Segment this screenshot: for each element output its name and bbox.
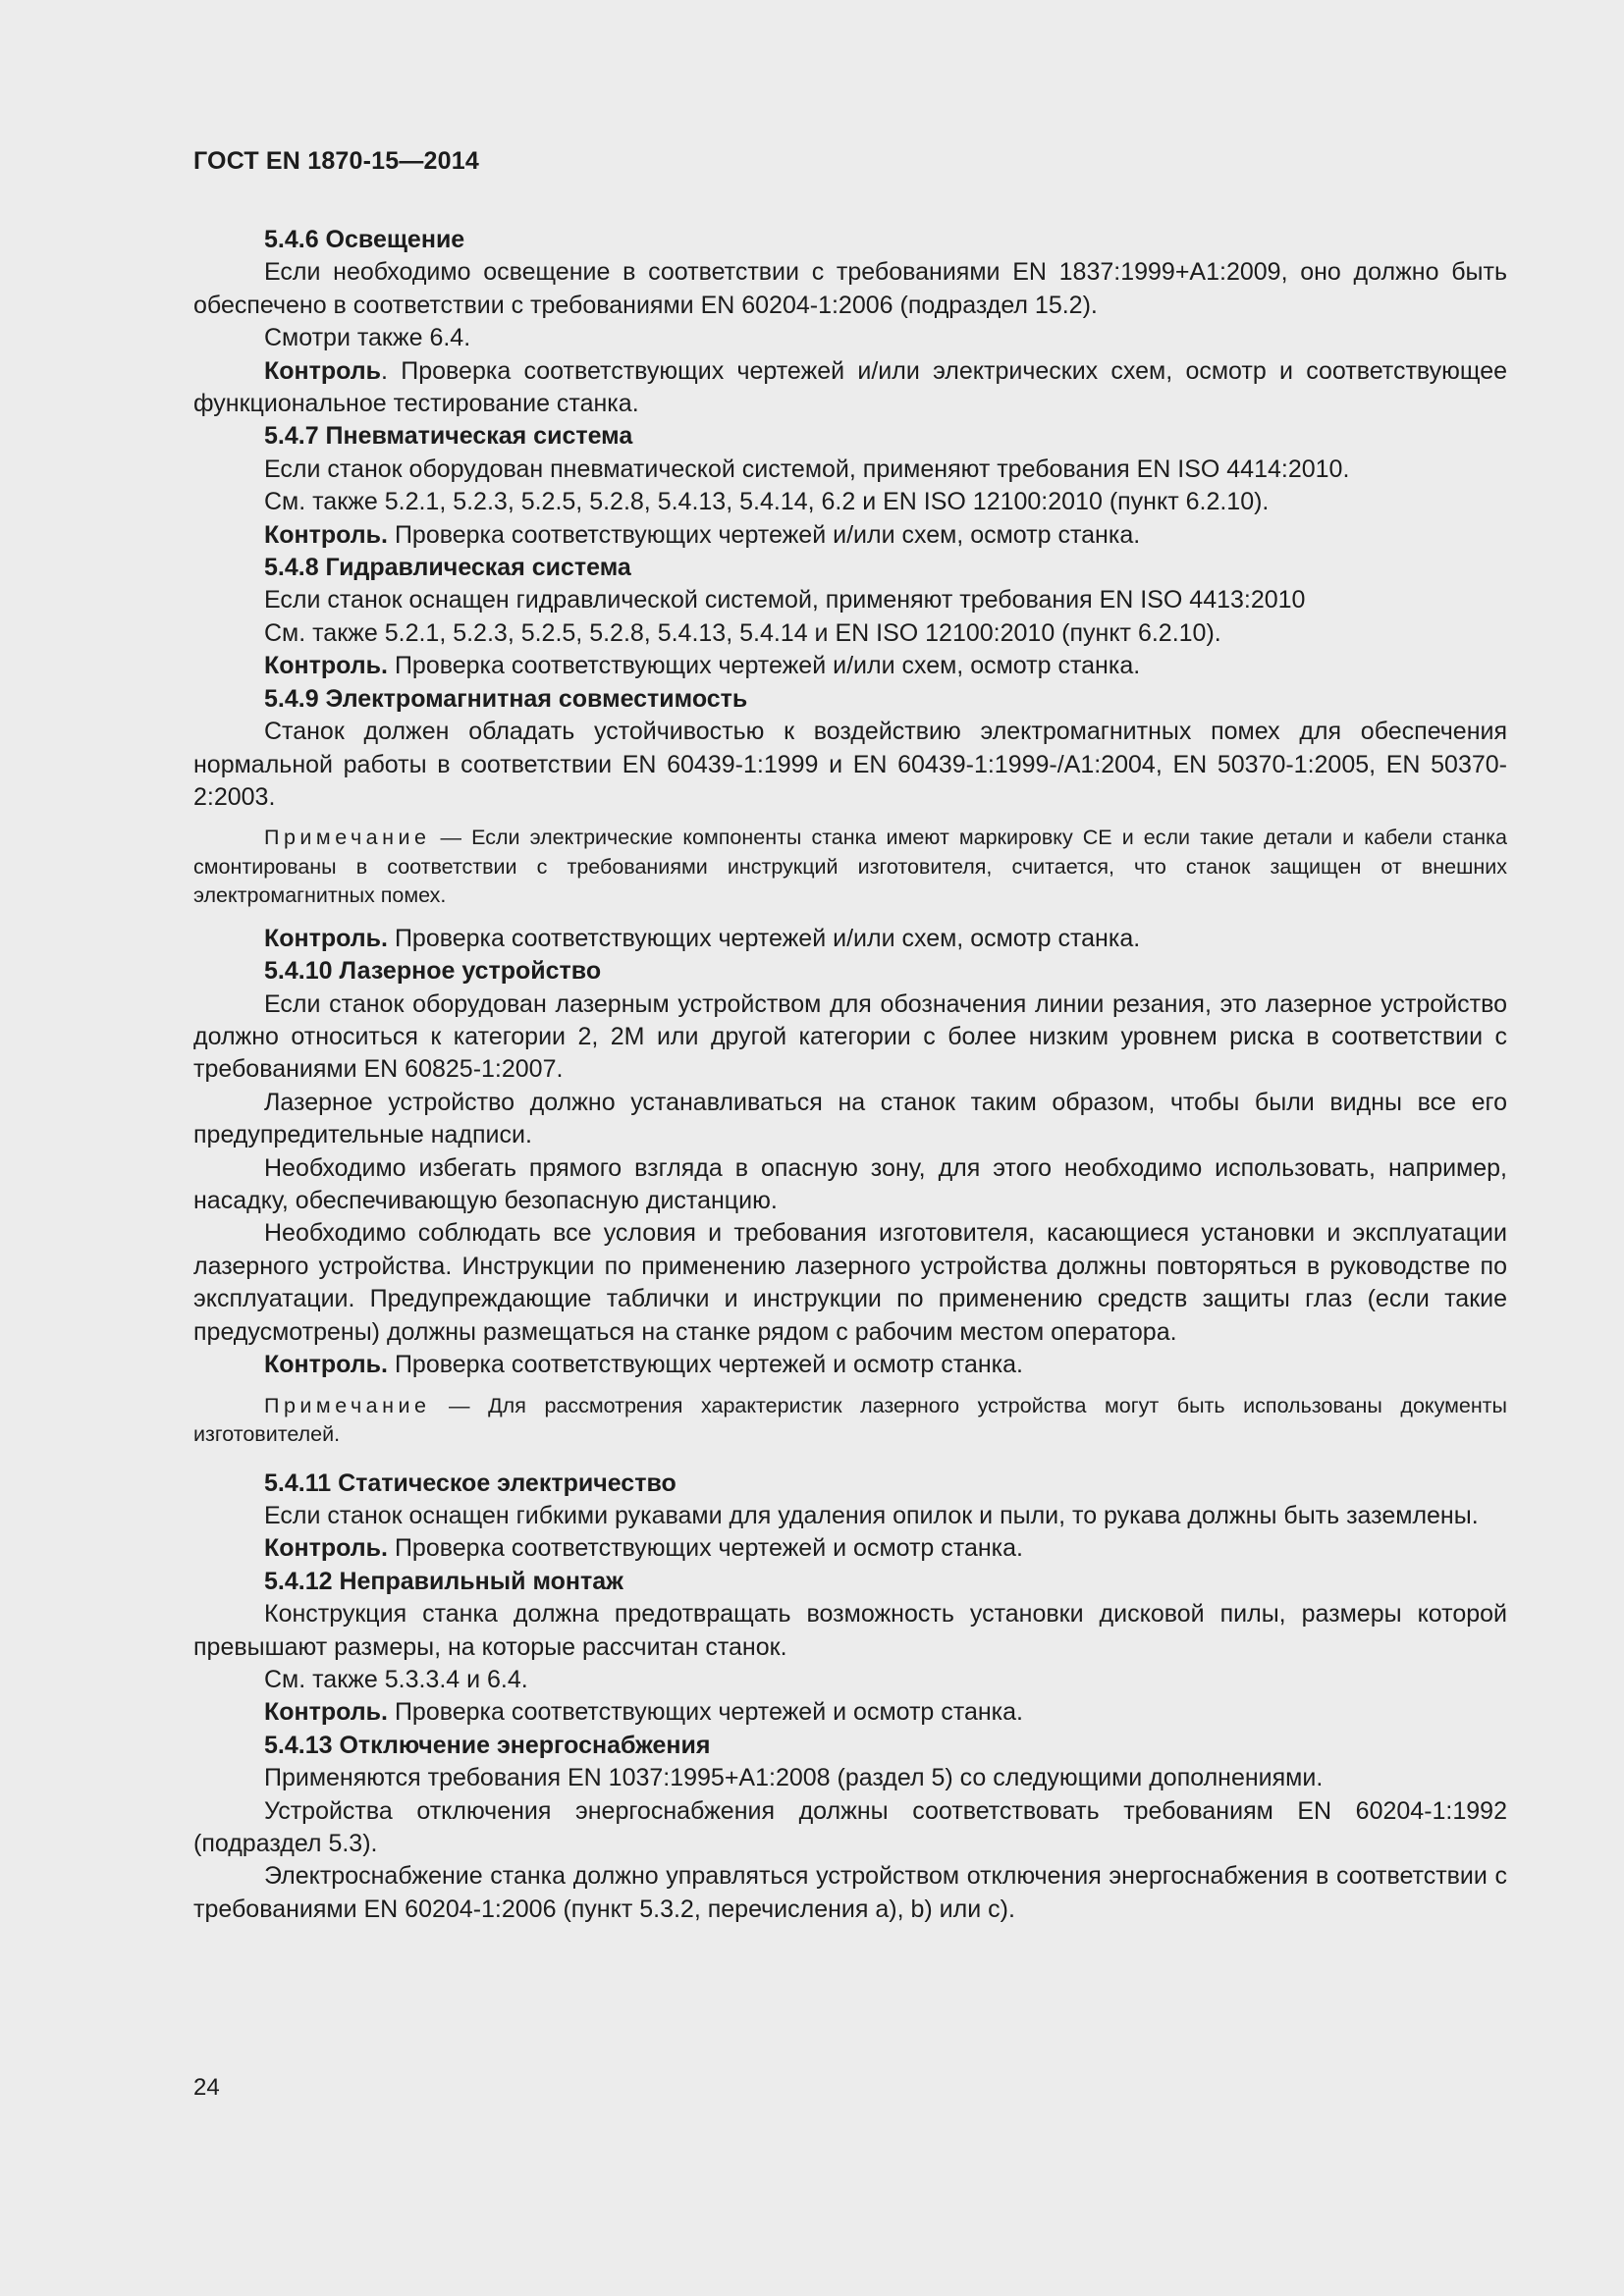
body-paragraph: Если станок оснащен гидравлической системой, применяют требования EN ISO 4413:2010 xyxy=(264,586,1306,614)
note-text: — Для рассмотрения характеристик лазерного устройства могут быть использованы документы изготовителей. xyxy=(193,1393,1507,1446)
control-label: Контроль. xyxy=(264,520,388,549)
control-paragraph xyxy=(193,1532,1507,1565)
body-paragraph: Если станок оборудован пневматической системой, применяют требования EN ISO 4414:2010. xyxy=(264,454,1350,483)
control-label: Контроль. xyxy=(264,1351,388,1379)
body-paragraph: Станок должен обладать устойчивостью к воздействию электромагнитных помех для обеспечения нормальной работы в соответствии EN 60439-1:1999 и EN 60439-1:1999-/А1:2004, EN 50370-1:2005, EN 50370-2:2003. xyxy=(193,718,1507,811)
body-paragraph: Если необходимо освещение в соответствии с требованиями EN 1837:1999+А1:2009, оно должно быть обеспечено в соответствии с требованиями EN 60204-1:2006 (подраздел 15.2). xyxy=(193,258,1507,319)
section-heading: 5.4.7 Пневматическая система xyxy=(264,422,633,451)
body-paragraph: Смотри также 6.4. xyxy=(264,324,471,352)
control-paragraph xyxy=(193,355,1507,421)
document-header: ГОСТ EN 1870-15—2014 xyxy=(193,147,479,175)
control-paragraph xyxy=(193,519,1507,552)
body-paragraph: Необходимо соблюдать все условия и требования изготовителя, касающиеся установки и эксплуатации лазерного устройства. Инструкции по применению лазерного устройства должны повторяться в руководстве по эксплуатации. Предупреждающие таблички и инструкции по применению средств защиты глаз (если такие предусмотрены) должны размещаться на станке рядом с рабочим местом оператора. xyxy=(193,1219,1507,1346)
note-text: — Если электрические компоненты станка имеют маркировку СЕ и если такие детали и кабели станка смонтированы в соответствии с требованиями инструкций изготовителя, считается, что станок защищен от внешних электромагнитных помех. xyxy=(193,826,1507,908)
section-heading: 5.4.13 Отключение энергоснабжения xyxy=(264,1731,711,1759)
control-text: . Проверка соответствующих чертежей и/или электрических схем, осмотр и соответствующее функциональное тестирование станка. xyxy=(193,356,1507,418)
note-paragraph xyxy=(193,824,1507,911)
control-paragraph xyxy=(193,1696,1507,1729)
control-label: Контроль xyxy=(264,356,382,385)
document-body xyxy=(193,224,1507,1926)
control-label: Контроль. xyxy=(264,1698,388,1727)
control-text: Проверка соответствующих чертежей и осмотр станка. xyxy=(388,1698,1023,1727)
body-paragraph: Устройства отключения энергоснабжения должны соответствовать требованиям EN 60204-1:1992 (подраздел 5.3). xyxy=(193,1796,1507,1857)
body-paragraph: Необходимо избегать прямого взгляда в опасную зону, для этого необходимо использовать, например, насадку, обеспечивающую безопасную дистанцию. xyxy=(193,1153,1507,1215)
control-label: Контроль. xyxy=(264,1534,388,1563)
section-heading: 5.4.12 Неправильный монтаж xyxy=(264,1567,623,1595)
section-heading: 5.4.11 Статическое электричество xyxy=(264,1468,677,1497)
body-paragraph: Если станок оснащен гибкими рукавами для удаления опилок и пыли, то рукава должны быть заземлены. xyxy=(264,1501,1479,1529)
control-paragraph xyxy=(193,923,1507,955)
section-heading: 5.4.8 Гидравлическая система xyxy=(264,554,631,582)
body-paragraph: Применяются требования EN 1037:1995+А1:2008 (раздел 5) со следующими дополнениями. xyxy=(264,1764,1324,1792)
control-label: Контроль. xyxy=(264,924,388,952)
control-text: Проверка соответствующих чертежей и/или схем, осмотр станка. xyxy=(388,652,1141,680)
control-text: Проверка соответствующих чертежей и/или схем, осмотр станка. xyxy=(388,924,1141,952)
section-heading: 5.4.6 Освещение xyxy=(264,226,465,253)
note-label: Примечание xyxy=(264,826,431,850)
body-paragraph: Лазерное устройство должно устанавливаться на станок таким образом, чтобы были видны все его предупредительные надписи. xyxy=(193,1088,1507,1149)
body-paragraph: См. также 5.2.1, 5.2.3, 5.2.5, 5.2.8, 5.4.13, 5.4.14 и EN ISO 12100:2010 (пункт 6.2.10). xyxy=(264,618,1221,647)
control-label: Контроль. xyxy=(264,652,388,680)
control-text: Проверка соответствующих чертежей и осмотр станка. xyxy=(388,1534,1023,1563)
body-paragraph: См. также 5.2.1, 5.2.3, 5.2.5, 5.2.8, 5.4.13, 5.4.14, 6.2 и EN ISO 12100:2010 (пункт 6.2.10). xyxy=(264,488,1270,516)
control-paragraph xyxy=(193,1349,1507,1381)
body-paragraph: Электроснабжение станка должно управляться устройством отключения энергоснабжения в соответствии с требованиями EN 60204-1:2006 (пункт 5.3.2, перечисления а), b) или с). xyxy=(193,1862,1507,1923)
note-label: Примечание xyxy=(264,1393,431,1417)
control-text: Проверка соответствующих чертежей и/или схем, осмотр станка. xyxy=(388,520,1141,549)
body-paragraph: Если станок оборудован лазерным устройством для обозначения линии резания, это лазерное устройство должно относиться к категории 2, 2М или другой категории с более низким уровнем риска в соответствии с требованиями EN 60825-1:2007. xyxy=(193,989,1507,1084)
control-text: Проверка соответствующих чертежей и осмотр станка. xyxy=(388,1351,1023,1379)
body-paragraph: См. также 5.3.3.4 и 6.4. xyxy=(264,1665,528,1693)
note-paragraph xyxy=(193,1392,1507,1450)
body-paragraph: Конструкция станка должна предотвращать возможность установки дисковой пилы, размеры которой превышают размеры, на которые рассчитан станок. xyxy=(193,1600,1507,1661)
control-paragraph xyxy=(193,650,1507,682)
page-number: 24 xyxy=(193,2074,220,2101)
section-heading: 5.4.9 Электромагнитная совместимость xyxy=(264,684,748,713)
section-heading: 5.4.10 Лазерное устройство xyxy=(264,957,602,986)
